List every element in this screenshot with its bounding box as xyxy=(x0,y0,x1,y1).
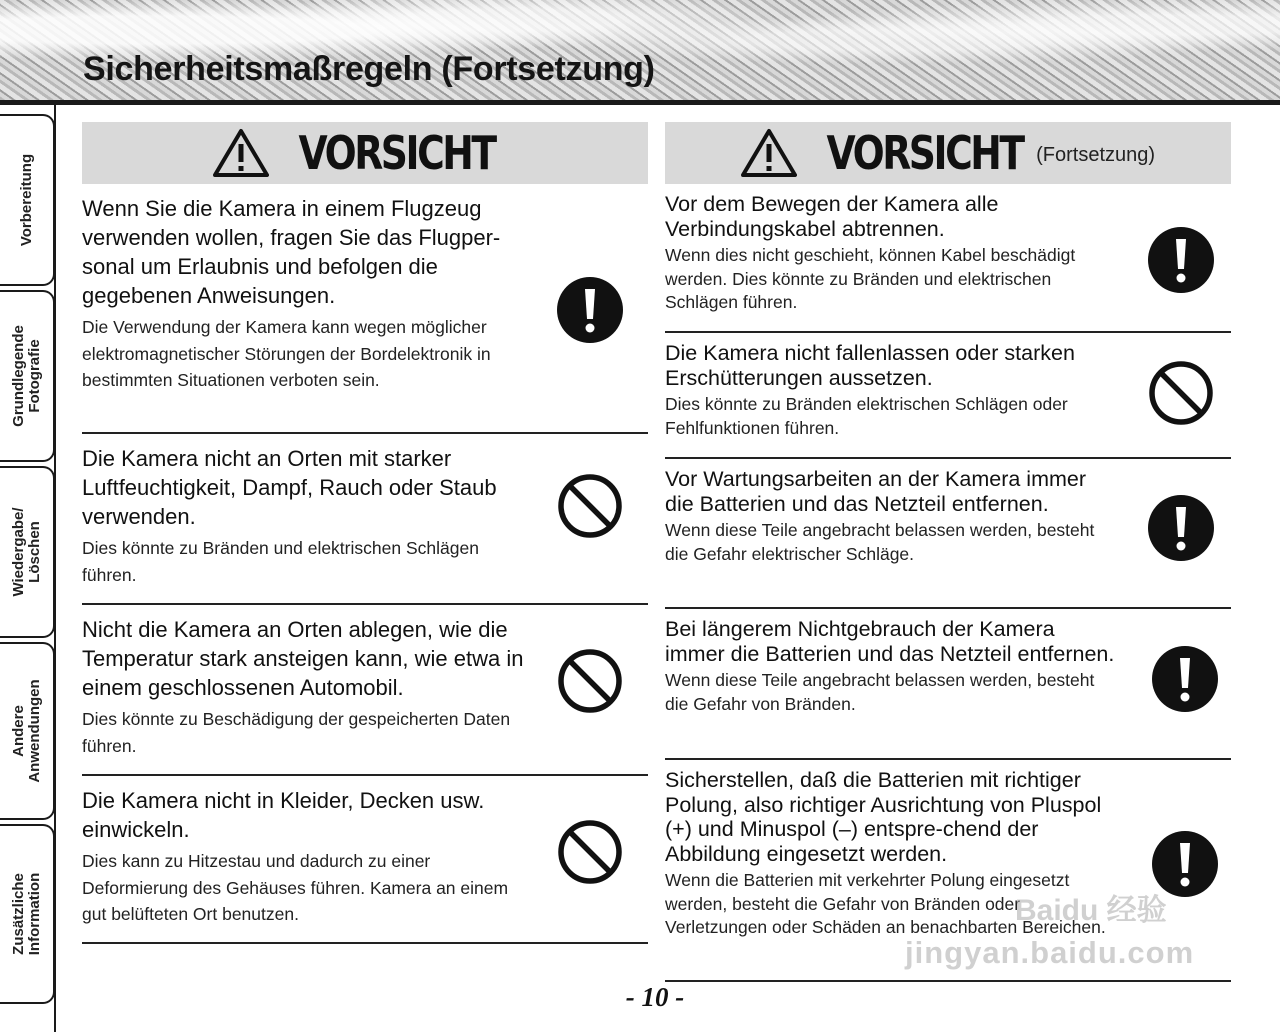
header-rule xyxy=(0,100,1280,105)
caution-item xyxy=(665,184,1231,333)
caution-item xyxy=(665,459,1231,609)
caution-item xyxy=(82,184,648,434)
caution-detail: Dies könnte zu Bränden und elektrischen Schlägen führen. xyxy=(82,538,479,585)
tab-label: Grundlegende Fotografie xyxy=(9,325,43,427)
tab-wiedergabe-loeschen[interactable] xyxy=(0,466,55,638)
banner-title: VORSICHT xyxy=(826,126,1023,180)
tab-vorbereitung[interactable] xyxy=(0,114,55,286)
tab-label: Andere Anwendungen xyxy=(9,679,43,783)
prohibition-icon xyxy=(556,647,624,715)
prohibition-icon xyxy=(556,818,624,886)
caution-detail: Wenn diese Teile angebracht belassen werden, besteht die Gefahr von Bränden. xyxy=(665,670,1095,714)
caution-item xyxy=(82,434,648,605)
prohibition-icon xyxy=(556,472,624,540)
header-banner xyxy=(0,0,1280,100)
caution-item xyxy=(665,333,1231,459)
left-column xyxy=(82,122,648,944)
warning-triangle-icon xyxy=(741,128,797,178)
caution-heading: Vor dem Bewegen der Kamera alle Verbindungskabel abtrennen. xyxy=(665,192,999,241)
watermark-text: jingyan.baidu.com xyxy=(905,935,1195,970)
caution-detail: Wenn diese Teile angebracht belassen werden, besteht die Gefahr elektrischer Schläge. xyxy=(665,520,1095,564)
page-title: Sicherheitsmaßregeln (Fortsetzung) xyxy=(83,50,655,88)
caution-heading: Nicht die Kamera an Orten ablegen, wie die Temperatur stark ansteigen kann, wie etwa in einem geschlossenen Automobil. xyxy=(82,617,524,700)
tab-zusaetzliche-information[interactable] xyxy=(0,824,55,1004)
mandatory-icon xyxy=(1147,226,1215,294)
mandatory-icon xyxy=(1151,830,1219,898)
mandatory-icon xyxy=(1147,494,1215,562)
page-number: - 10 - xyxy=(625,982,685,1012)
banner-suffix: (Fortsetzung) xyxy=(1036,143,1156,166)
caution-detail: Wenn dies nicht geschieht, können Kabel beschädigt werden. Dies könnte zu Bränden und elektrischen Schlägen führen. xyxy=(665,245,1076,312)
caution-heading: Die Kamera nicht an Orten mit starker Luftfeuchtigkeit, Dampf, Rauch oder Staub verwenden. xyxy=(82,446,497,529)
right-column xyxy=(665,122,1231,982)
mandatory-icon xyxy=(1151,645,1219,713)
caution-banner xyxy=(665,122,1231,184)
caution-item xyxy=(665,760,1231,982)
watermark-logo: Baidu 经验 xyxy=(1015,894,1167,927)
caution-heading: Die Kamera nicht fallenlassen oder starken Erschütterungen aussetzen. xyxy=(665,341,1075,390)
caution-detail: Wenn die Batterien mit verkehrter Polung eingesetzt werden, besteht die Gefahr von Bränden oder Verletzungen oder Schäden an benachbarten Bereichen. xyxy=(665,870,1106,937)
caution-detail: Dies könnte zu Bränden elektrischen Schlägen oder Fehlfunktionen führen. xyxy=(665,394,1068,438)
caution-item xyxy=(665,609,1231,760)
caution-heading: Vor Wartungsarbeiten an der Kamera immer die Batterien und das Netzteil entfernen. xyxy=(665,467,1087,516)
caution-heading: Die Kamera nicht in Kleider, Decken usw. einwickeln. xyxy=(82,788,485,842)
prohibition-icon xyxy=(1147,359,1215,427)
banner-title: VORSICHT xyxy=(298,126,496,180)
tab-label: Wiedergabe/ Löschen xyxy=(9,507,43,597)
caution-heading: Wenn Sie die Kamera in einem Flugzeug verwenden wollen, fragen Sie das Flugper-sonal um Erlaubnis und befolgen die gegebenen Anweisungen. xyxy=(82,196,501,308)
caution-detail: Dies könnte zu Beschädigung der gespeicherten Daten führen. xyxy=(82,709,511,756)
mandatory-icon xyxy=(556,276,624,344)
caution-item xyxy=(82,776,648,944)
caution-detail: Die Verwendung der Kamera kann wegen möglicher elektromagnetischer Störungen der Bordelektronik in bestimmten Situationen verboten sein. xyxy=(82,317,491,390)
warning-triangle-icon xyxy=(213,128,269,178)
tab-label: Vorbereitung xyxy=(17,153,35,247)
tab-label: Zusätzliche Information xyxy=(9,872,43,956)
caution-heading: Sicherstellen, daß die Batterien mit richtiger Polung, also richtiger Ausrichtung von Pluspol (+) und Minuspol (–) entspre-chend der Abbildung eingesetzt werden. xyxy=(665,768,1102,866)
tab-grundlegende-fotografie[interactable] xyxy=(0,290,55,462)
caution-banner xyxy=(82,122,648,184)
caution-heading: Bei längerem Nichtgebrauch der Kamera immer die Batterien und das Netzteil entfernen. xyxy=(665,617,1115,666)
tab-andere-anwendungen[interactable] xyxy=(0,642,55,820)
caution-item xyxy=(82,605,648,776)
caution-detail: Dies kann zu Hitzestau und dadurch zu einer Deformierung des Gehäuses führen. Kamera an einem gut belüfteten Ort benutzen. xyxy=(82,851,509,924)
